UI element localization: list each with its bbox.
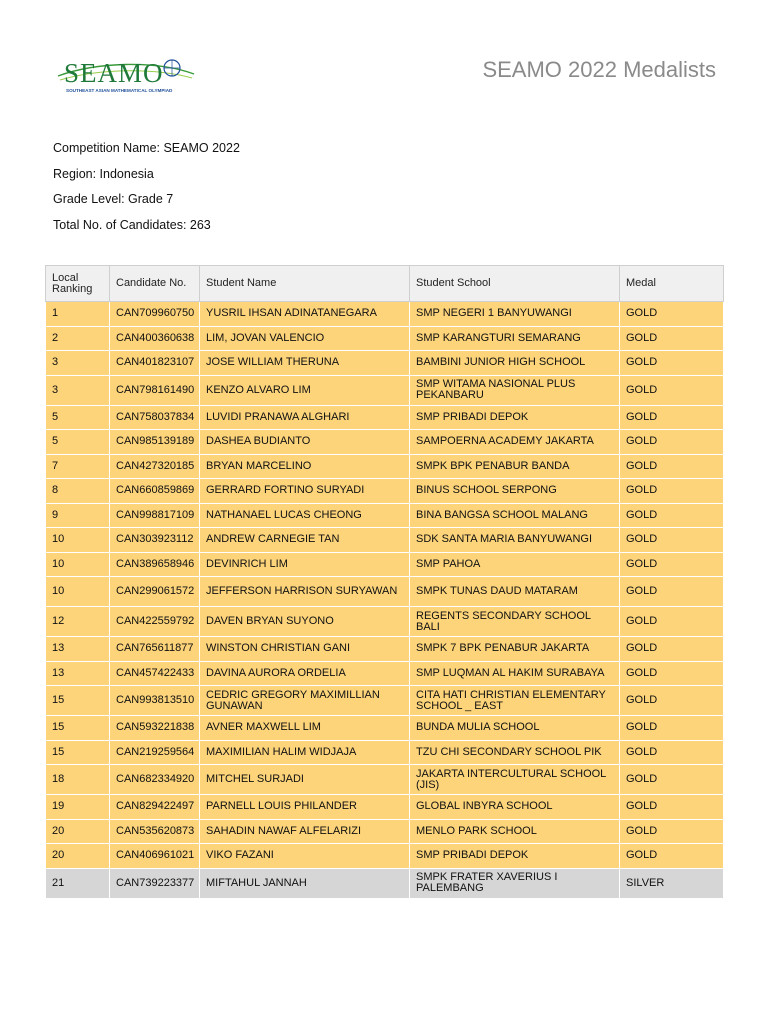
table-body <box>46 302 724 899</box>
student-name-cell: JOSE WILLIAM THERUNA <box>200 351 410 376</box>
student-school-cell: BINA BANGSA SCHOOL MALANG <box>410 503 620 528</box>
student-school-cell: BINUS SCHOOL SERPONG <box>410 479 620 504</box>
document-title: SEAMO 2022 Medalists <box>482 57 716 82</box>
candidate-no-cell: CAN829422497 <box>110 795 200 820</box>
local-ranking-cell: 15 <box>46 686 110 716</box>
medal-cell: GOLD <box>620 716 724 741</box>
table-row <box>46 375 724 405</box>
medal-cell: GOLD <box>620 528 724 553</box>
medal-cell: GOLD <box>620 479 724 504</box>
table-row <box>46 686 724 716</box>
medal-cell: GOLD <box>620 661 724 686</box>
student-name-cell: AVNER MAXWELL LIM <box>200 716 410 741</box>
local-ranking-cell: 15 <box>46 716 110 741</box>
student-name-cell: BRYAN MARCELINO <box>200 454 410 479</box>
student-name-cell: MITCHEL SURJADI <box>200 765 410 795</box>
table-row <box>46 819 724 844</box>
candidate-no-cell: CAN682334920 <box>110 765 200 795</box>
table-row <box>46 795 724 820</box>
header-candidate-no: Candidate No. <box>110 266 200 302</box>
student-name-cell: YUSRIL IHSAN ADINATANEGARA <box>200 302 410 327</box>
table-row <box>46 528 724 553</box>
student-school-cell: SMP NEGERI 1 BANYUWANGI <box>410 302 620 327</box>
local-ranking-cell: 15 <box>46 740 110 765</box>
local-ranking-cell: 3 <box>46 375 110 405</box>
student-school-cell: REGENTS SECONDARY SCHOOL BALI <box>410 607 620 637</box>
student-school-cell: SAMPOERNA ACADEMY JAKARTA <box>410 430 620 455</box>
medalists-table <box>45 265 724 899</box>
student-name-cell: PARNELL LOUIS PHILANDER <box>200 795 410 820</box>
local-ranking-cell: 3 <box>46 351 110 376</box>
student-name-cell: MIFTAHUL JANNAH <box>200 868 410 898</box>
student-school-cell: SMPK BPK PENABUR BANDA <box>410 454 620 479</box>
candidate-no-cell: CAN709960750 <box>110 302 200 327</box>
student-name-cell: KENZO ALVARO LIM <box>200 375 410 405</box>
candidate-no-cell: CAN389658946 <box>110 552 200 577</box>
local-ranking-cell: 12 <box>46 607 110 637</box>
student-name-cell: DASHEA BUDIANTO <box>200 430 410 455</box>
local-ranking-cell: 7 <box>46 454 110 479</box>
medal-cell: GOLD <box>620 819 724 844</box>
local-ranking-cell: 10 <box>46 577 110 607</box>
local-ranking-cell: 9 <box>46 503 110 528</box>
competition-info <box>53 136 240 238</box>
logo-tagline: SOUTHEAST ASIAN MATHEMATICAL OLYMPIAD <box>66 88 173 93</box>
table-row <box>46 868 724 898</box>
candidate-no-cell: CAN219259564 <box>110 740 200 765</box>
candidate-no-cell: CAN739223377 <box>110 868 200 898</box>
medal-cell: GOLD <box>620 552 724 577</box>
table-row <box>46 454 724 479</box>
student-name-cell: JEFFERSON HARRISON SURYAWAN <box>200 577 410 607</box>
candidate-no-cell: CAN660859869 <box>110 479 200 504</box>
candidate-no-cell: CAN535620873 <box>110 819 200 844</box>
student-name-cell: DEVINRICH LIM <box>200 552 410 577</box>
student-name-cell: CEDRIC GREGORY MAXIMILLIAN GUNAWAN <box>200 686 410 716</box>
candidate-no-cell: CAN303923112 <box>110 528 200 553</box>
header-medal: Medal <box>620 266 724 302</box>
student-school-cell: TZU CHI SECONDARY SCHOOL PIK <box>410 740 620 765</box>
student-school-cell: SMP KARANGTURI SEMARANG <box>410 326 620 351</box>
medal-cell: GOLD <box>620 844 724 869</box>
candidate-no-cell: CAN798161490 <box>110 375 200 405</box>
medal-cell: GOLD <box>620 686 724 716</box>
student-name-cell: VIKO FAZANI <box>200 844 410 869</box>
candidate-no-cell: CAN422559792 <box>110 607 200 637</box>
table-row <box>46 351 724 376</box>
local-ranking-cell: 21 <box>46 868 110 898</box>
medal-cell: GOLD <box>620 503 724 528</box>
candidate-no-cell: CAN406961021 <box>110 844 200 869</box>
table-row <box>46 577 724 607</box>
local-ranking-cell: 1 <box>46 302 110 327</box>
local-ranking-cell: 20 <box>46 844 110 869</box>
header-student-school: Student School <box>410 266 620 302</box>
student-name-cell: DAVINA AURORA ORDELIA <box>200 661 410 686</box>
student-school-cell: SMPK 7 BPK PENABUR JAKARTA <box>410 637 620 662</box>
student-school-cell: SMP WITAMA NASIONAL PLUS PEKANBARU <box>410 375 620 405</box>
student-name-cell: LUVIDI PRANAWA ALGHARI <box>200 405 410 430</box>
student-name-cell: WINSTON CHRISTIAN GANI <box>200 637 410 662</box>
candidate-no-cell: CAN758037834 <box>110 405 200 430</box>
region: Region: Indonesia <box>53 166 154 181</box>
local-ranking-cell: 19 <box>46 795 110 820</box>
table-row <box>46 716 724 741</box>
student-school-cell: BAMBINI JUNIOR HIGH SCHOOL <box>410 351 620 376</box>
seamo-logo-graphic <box>56 52 196 96</box>
local-ranking-cell: 13 <box>46 661 110 686</box>
local-ranking-cell: 8 <box>46 479 110 504</box>
candidate-no-cell: CAN401823107 <box>110 351 200 376</box>
student-school-cell: SDK SANTA MARIA BANYUWANGI <box>410 528 620 553</box>
medal-cell: GOLD <box>620 405 724 430</box>
grade-level: Grade Level: Grade 7 <box>53 192 174 206</box>
total-candidates: Total No. of Candidates: 263 <box>53 217 211 232</box>
table-row <box>46 661 724 686</box>
medal-cell: GOLD <box>620 765 724 795</box>
candidate-no-cell: CAN427320185 <box>110 454 200 479</box>
seamo-logo <box>56 52 196 96</box>
student-name-cell: LIM, JOVAN VALENCIO <box>200 326 410 351</box>
medal-cell: GOLD <box>620 577 724 607</box>
student-name-cell: MAXIMILIAN HALIM WIDJAJA <box>200 740 410 765</box>
table-row <box>46 844 724 869</box>
student-name-cell: DAVEN BRYAN SUYONO <box>200 607 410 637</box>
local-ranking-cell: 2 <box>46 326 110 351</box>
table-row <box>46 607 724 637</box>
student-school-cell: BUNDA MULIA SCHOOL <box>410 716 620 741</box>
table-row <box>46 765 724 795</box>
local-ranking-cell: 5 <box>46 430 110 455</box>
medal-cell: GOLD <box>620 430 724 455</box>
logo-wordmark: SEAMO <box>64 58 164 88</box>
candidate-no-cell: CAN993813510 <box>110 686 200 716</box>
student-school-cell: SMP PRIBADI DEPOK <box>410 844 620 869</box>
medal-cell: GOLD <box>620 795 724 820</box>
table-row <box>46 302 724 327</box>
table-row <box>46 552 724 577</box>
student-name-cell: ANDREW CARNEGIE TAN <box>200 528 410 553</box>
candidate-no-cell: CAN400360638 <box>110 326 200 351</box>
table-row <box>46 326 724 351</box>
student-school-cell: MENLO PARK SCHOOL <box>410 819 620 844</box>
candidate-no-cell: CAN593221838 <box>110 716 200 741</box>
table-row <box>46 479 724 504</box>
table-row <box>46 405 724 430</box>
header-local-ranking-line1: Local <box>52 271 79 284</box>
student-name-cell: GERRARD FORTINO SURYADI <box>200 479 410 504</box>
medal-cell: GOLD <box>620 351 724 376</box>
student-school-cell: JAKARTA INTERCULTURAL SCHOOL (JIS) <box>410 765 620 795</box>
competition-name: Competition Name: SEAMO 2022 <box>53 141 240 155</box>
candidate-no-cell: CAN985139189 <box>110 430 200 455</box>
table-row <box>46 503 724 528</box>
candidate-no-cell: CAN457422433 <box>110 661 200 686</box>
local-ranking-cell: 18 <box>46 765 110 795</box>
student-school-cell: SMP PAHOA <box>410 552 620 577</box>
local-ranking-cell: 13 <box>46 637 110 662</box>
header-local-ranking-line2: Ranking <box>52 282 93 295</box>
local-ranking-cell: 10 <box>46 552 110 577</box>
candidate-no-cell: CAN998817109 <box>110 503 200 528</box>
medal-cell: GOLD <box>620 302 724 327</box>
local-ranking-cell: 5 <box>46 405 110 430</box>
student-school-cell: SMP PRIBADI DEPOK <box>410 405 620 430</box>
header-local-ranking <box>46 266 110 302</box>
local-ranking-cell: 10 <box>46 528 110 553</box>
candidate-no-cell: CAN765611877 <box>110 637 200 662</box>
table-header <box>46 266 724 302</box>
header-row <box>46 266 724 302</box>
table-row <box>46 637 724 662</box>
medal-cell: GOLD <box>620 375 724 405</box>
student-name-cell: NATHANAEL LUCAS CHEONG <box>200 503 410 528</box>
medal-cell: GOLD <box>620 607 724 637</box>
student-school-cell: GLOBAL INBYRA SCHOOL <box>410 795 620 820</box>
medal-cell: GOLD <box>620 740 724 765</box>
table-row <box>46 740 724 765</box>
candidate-no-cell: CAN299061572 <box>110 577 200 607</box>
student-school-cell: SMPK FRATER XAVERIUS I PALEMBANG <box>410 868 620 898</box>
table-row <box>46 430 724 455</box>
student-school-cell: SMP LUQMAN AL HAKIM SURABAYA <box>410 661 620 686</box>
header-student-name: Student Name <box>200 266 410 302</box>
student-school-cell: CITA HATI CHRISTIAN ELEMENTARY SCHOOL _ EAST <box>410 686 620 716</box>
medal-cell: GOLD <box>620 637 724 662</box>
local-ranking-cell: 20 <box>46 819 110 844</box>
student-school-cell: SMPK TUNAS DAUD MATARAM <box>410 577 620 607</box>
medal-cell: GOLD <box>620 326 724 351</box>
medal-cell: GOLD <box>620 454 724 479</box>
student-name-cell: SAHADIN NAWAF ALFELARIZI <box>200 819 410 844</box>
medal-cell: SILVER <box>620 868 724 898</box>
